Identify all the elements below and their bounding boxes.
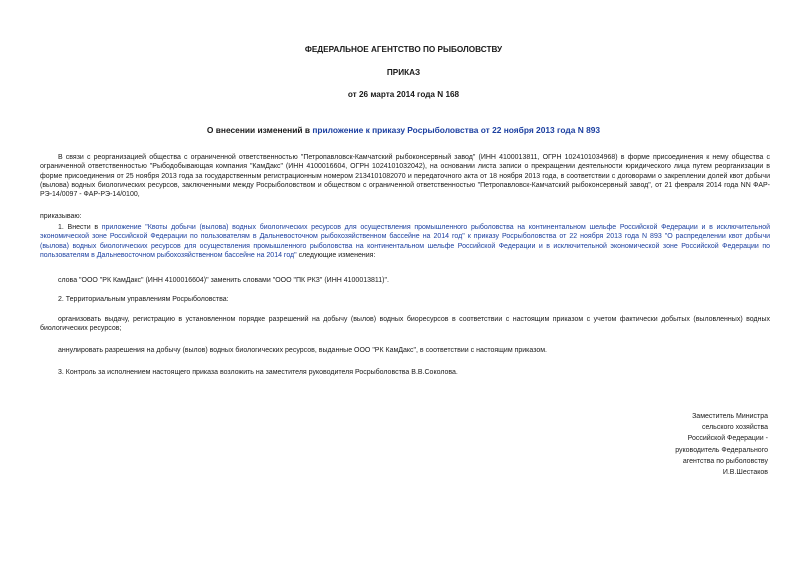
subject-prefix: О внесении изменений в — [206, 125, 313, 135]
item-1-suffix: следующие изменения: — [296, 251, 376, 259]
agency-title: ФЕДЕРАЛЬНОЕ АГЕНТСТВО ПО РЫБОЛОВСТВУ — [304, 45, 503, 54]
signature-block — [560, 411, 768, 478]
item-3-paragraph: 3. Контроль за исполнением настоящего приказа возложить на заместителя руководителя Росрыболовства В.В.Соколова. — [58, 369, 458, 376]
signatory-name: И.В.Шестаков — [722, 469, 768, 477]
document-date-number: от 26 марта 2014 года N 168 — [347, 90, 460, 99]
item-1-link[interactable]: приложение "Квоты добычи (вылова) водных биологических ресурсов для осуществления промышленного рыболовства на континентальном шельфе Российской Федерации и в исключительной экономической зоне Российской Федерации по пользователям в Дальневосточном рыбохозяйственном бассейне на 2014 год" к приказу Росрыболовства от 22 ноября 2013 года N 893 "О распределении квот добычи (вылова) водных биологических ресурсов для осуществления промышленного рыболовства на континентальном шельфе Российской Федерации и в исключительной экономической зоне Российской Федерации по пользователям в Дальневосточном рыбохозяйственном бассейне на 2014 год" — [40, 224, 770, 259]
order-word: приказываю: — [40, 213, 82, 220]
preamble-paragraph: В связи с реорганизацией общества с ограниченной ответственностью "Петропавловск-Камчатский рыбоконсервный завод" (ИНН 4100013811, ОГРН 1024101034968) в форме присоединения к нему общества с ограниченной ответственностью "Рыбодобывающая компания "КамДакс" (ИНН 4100016604, ОГРН 1024101032042), на основании листа записи о прекращении деятельности юридического лица путем реорганизации в форме присоединения от 25 ноября 2013 года за государственным регистрационным номером 2134101082070 и передаточного акта от 18 ноября 2013 года, в соответствии с договорами о закреплении долей квот добычи (вылова) водных биологических ресурсов, заключенными между Росрыболовством и обществом с ограниченной ответственностью "Петропавловск-Камчатский рыбоконсервный завод", от 21 февраля 2014 года NN ФАР-РЭ-14/0097 - ФАР-РЭ-14/0100, — [40, 154, 770, 199]
subject-link[interactable]: приложение к приказу Росрыболовства от 22 ноября 2013 года N 893 — [312, 125, 601, 135]
signature-line: сельского хозяйства — [701, 424, 768, 432]
item-2-paragraph: 2. Территориальным управлениям Росрыболовства: — [58, 296, 229, 303]
item-2a-paragraph: организовать выдачу, регистрацию в установленном порядке разрешений на добычу (вылов) водных биоресурсов в соответствии с настоящим приказом с учетом фактически добытых (выловленных) водных биологических ресурсов; — [40, 316, 770, 333]
item-2b-paragraph: аннулировать разрешения на добычу (вылов) водных биологических ресурсов, выданные ООО "РК КамДакс", в соответствии с настоящим приказом. — [58, 347, 547, 354]
signature-line: агентства по рыболовству — [682, 457, 768, 465]
signature-line: Заместитель Министра — [692, 413, 768, 420]
signature-line: Российской Федерации - — [687, 435, 768, 443]
document-type: ПРИКАЗ — [386, 68, 421, 77]
item-1-paragraph — [40, 223, 770, 260]
item-1-prefix: 1. Внести в — [58, 224, 102, 231]
document-subject — [0, 125, 807, 135]
replace-text-paragraph: слова "ООО "РК КамДакс" (ИНН 4100016604)" заменить словами "ООО "ПК РКЗ" (ИНН 4100013811)". — [58, 277, 389, 284]
signature-line: руководитель Федерального — [675, 446, 768, 454]
